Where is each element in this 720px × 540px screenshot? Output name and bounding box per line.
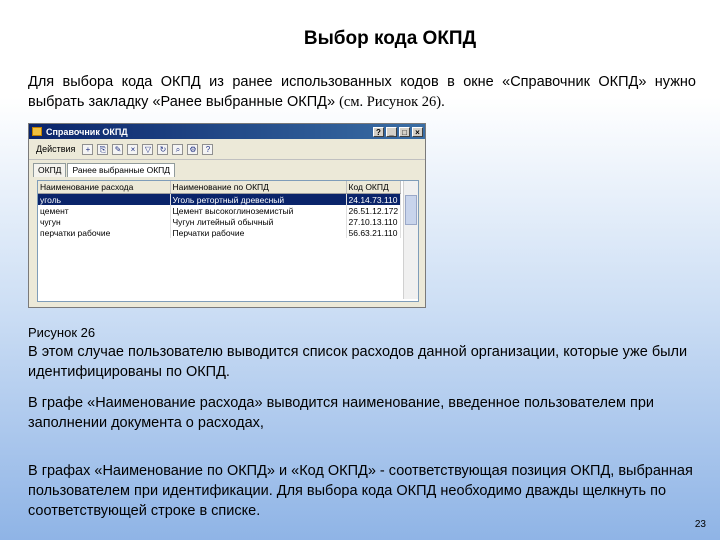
cell-okpd-code: 26.51.12.172 [346,205,400,216]
delete-icon[interactable]: × [127,144,138,155]
settings-icon[interactable]: ⚙ [189,144,197,154]
cell-okpd-code: 56.63.21.110 [346,227,400,238]
table-row[interactable] [38,227,400,238]
paragraph-expenses-list: В этом случае пользователю выводится список расходов данной организации, которые уже были идентифицированы по ОКПД. [28,344,688,380]
window-title: Справочник ОКПД [46,126,128,137]
help-button[interactable]: ? [373,127,384,137]
vertical-scrollbar[interactable] [403,181,418,299]
cell-okpd-name: Перчатки рабочие [170,227,346,238]
window-tabs [29,163,425,177]
cell-okpd-code: 27.10.13.110 [346,216,400,227]
cell-okpd-code: 24.14.73.110 [346,194,400,206]
okpd-table [38,181,401,238]
table-header-row [38,181,400,194]
tab-previously-selected[interactable]: Ранее выбранные ОКПД [67,163,175,177]
window-toolbar [29,139,425,160]
actions-menu[interactable]: Действия [36,144,76,154]
paragraph-okpd-columns: В графах «Наименование по ОКПД» и «Код ОКПД» - соответствующая позиция ОКПД, выбранная пользователем при идентификации. Для выбора кода ОКПД необходимо дважды щелкнуть по соответствующей строке в списке. [28,463,693,519]
maximize-button[interactable]: □ [399,127,410,137]
intro-paragraph [28,72,696,112]
filter-icon[interactable]: ▽ [142,144,153,155]
cell-expense-name: перчатки рабочие [38,227,170,238]
column-header-okpd-code[interactable]: Код ОКПД [346,181,400,194]
figure-reference: (см. Рисунок 26). [339,94,445,110]
paragraph-expense-name-column: В графе «Наименование расхода» выводится наименование, введенное пользователем при заполнении документа о расходах, [28,395,654,431]
table-row[interactable] [38,194,400,206]
refresh-icon[interactable]: ↻ [157,144,168,155]
close-button[interactable]: × [412,127,423,137]
minimize-button[interactable]: _ [386,127,397,137]
app-icon [32,127,42,136]
slide-title: Выбор кода ОКПД [303,28,477,49]
help-icon[interactable]: ? [202,144,213,155]
copy-icon[interactable]: ⎘ [97,144,108,155]
okpd-grid [37,180,419,302]
column-header-okpd-name[interactable]: Наименование по ОКПД [170,181,346,194]
page-number: 23 [694,519,706,530]
cell-okpd-name: Уголь ретортный древесный [170,194,346,206]
table-row[interactable] [38,205,400,216]
cell-expense-name: чугун [38,216,170,227]
intro-text: Для выбора кода ОКПД из ранее использованных кодов в окне «Справочник ОКПД» нужно выбрать закладку «Ранее выбранные ОКПД» [28,74,696,110]
cell-okpd-name: Цемент высокоглиноземистый [170,205,346,216]
scrollbar-thumb[interactable] [405,195,417,225]
table-row[interactable] [38,216,400,227]
cell-expense-name: цемент [38,205,170,216]
window-titlebar [29,124,425,139]
tab-okpd[interactable]: ОКПД [33,163,66,177]
edit-icon[interactable]: ✎ [112,144,123,155]
column-header-expense-name[interactable]: Наименование расхода [38,181,170,194]
add-icon[interactable]: + [82,144,93,155]
cell-expense-name: уголь [38,194,170,206]
figure-caption: Рисунок 26 [28,325,96,340]
okpd-directory-window [28,123,426,308]
find-icon[interactable]: ⌕ [172,144,183,155]
cell-okpd-name: Чугун литейный обычный [170,216,346,227]
